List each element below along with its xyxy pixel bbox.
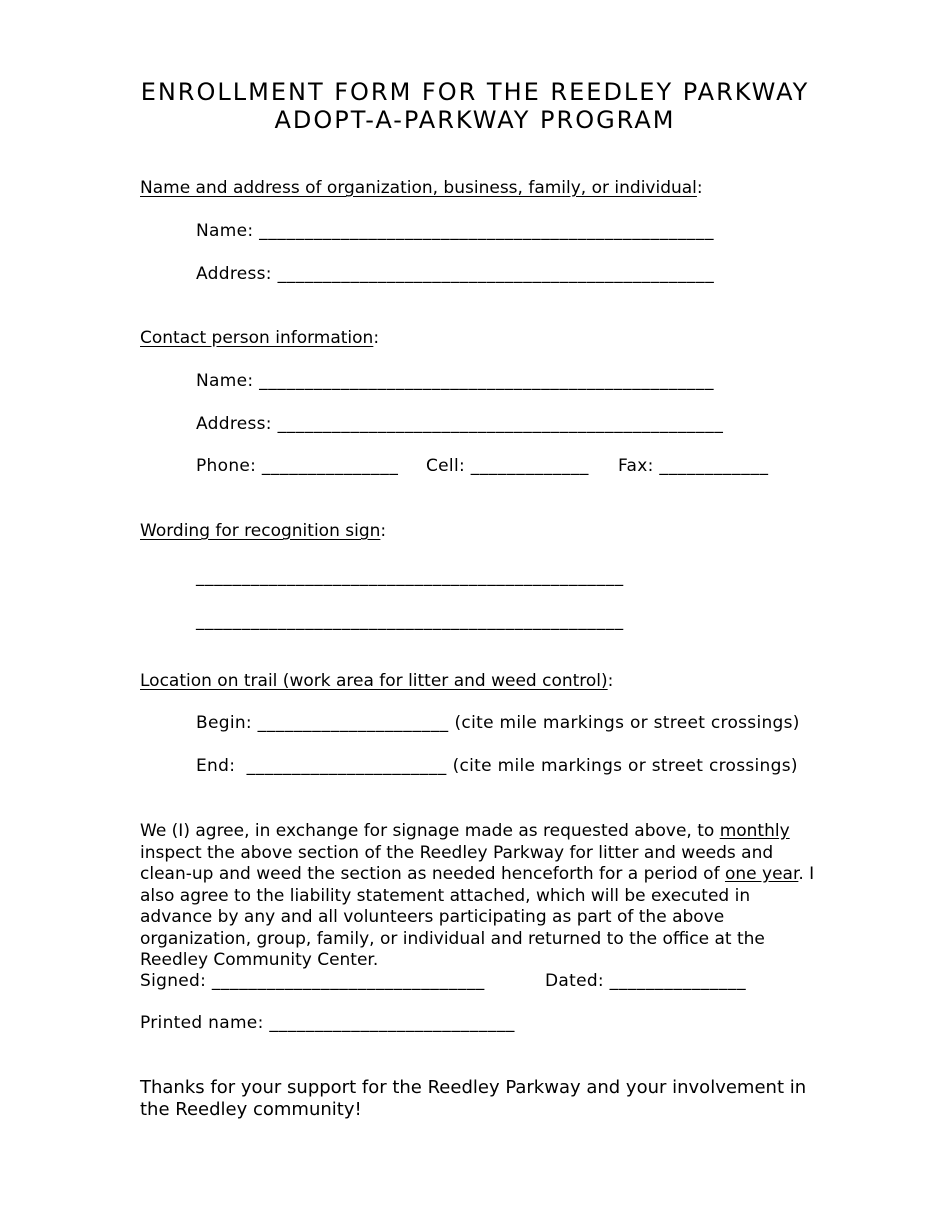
location-section-heading-text: Location on trail (work area for litter and weed control) xyxy=(140,671,608,691)
org-name-label: Name: xyxy=(196,221,254,241)
form-title-line1: ENROLLMENT FORM FOR THE REEDLEY PARKWAY xyxy=(140,78,810,106)
contact-fax-label: Fax: xyxy=(618,456,654,476)
agreement-monthly: monthly xyxy=(719,821,790,841)
contact-fax-blank[interactable]: ____________ xyxy=(659,456,769,476)
thanks-message: Thanks for your support for the Reedley Parkway and your involvement in the Reedley community! xyxy=(140,1077,807,1120)
org-address-field[interactable] xyxy=(196,264,714,284)
agreement-text-1: We (I) agree, in exchange for signage made as requested above, to xyxy=(140,821,720,841)
printed-name-blank[interactable]: ___________________________ xyxy=(269,1013,516,1033)
signed-blank[interactable]: ______________________________ xyxy=(211,971,485,991)
contact-phone-field[interactable] xyxy=(196,456,398,476)
contact-cell-label: Cell: xyxy=(426,456,466,476)
org-name-field[interactable] xyxy=(196,221,714,241)
contact-fax-field[interactable] xyxy=(618,456,769,476)
agreement-one-year: one year xyxy=(724,864,799,884)
contact-section-heading-text: Contact person information xyxy=(140,328,374,348)
agreement-paragraph xyxy=(140,821,820,972)
sign-wording-line-1[interactable]: _______________________________________________ xyxy=(196,567,624,587)
dated-label: Dated: xyxy=(545,971,604,991)
location-begin-field[interactable] xyxy=(196,713,800,733)
printed-name-field[interactable] xyxy=(140,1013,515,1033)
dated-blank[interactable]: _______________ xyxy=(609,971,747,991)
contact-address-label: Address: xyxy=(196,414,272,434)
dated-field[interactable] xyxy=(545,971,746,991)
contact-heading-colon: : xyxy=(373,328,380,348)
contact-address-field[interactable] xyxy=(196,414,723,434)
location-end-field[interactable] xyxy=(196,756,798,776)
location-section-heading xyxy=(140,671,613,691)
contact-phone-blank[interactable]: _______________ xyxy=(261,456,399,476)
begin-blank[interactable]: _____________________ xyxy=(257,713,449,733)
form-title-line2: ADOPT-A-PARKWAY PROGRAM xyxy=(274,106,676,134)
contact-section-heading xyxy=(140,328,379,348)
begin-note: (cite mile markings or street crossings) xyxy=(454,713,800,733)
contact-cell-field[interactable] xyxy=(426,456,589,476)
contact-name-blank[interactable]: __________________________________________________ xyxy=(259,371,715,391)
sign-section-heading xyxy=(140,521,386,541)
contact-name-label: Name: xyxy=(196,371,254,391)
agreement-text-3: . I also agree to the liability statement attached, which will be executed in advance by any and all volunteers participating as part of the above organization, group, family, or individual and returned to the office at the Reedley Community Center. xyxy=(140,864,815,970)
sign-heading-colon: : xyxy=(380,521,387,541)
org-address-blank[interactable]: ________________________________________________ xyxy=(277,264,715,284)
contact-name-field[interactable] xyxy=(196,371,714,391)
begin-label: Begin: xyxy=(196,713,252,733)
end-note: (cite mile markings or street crossings) xyxy=(452,756,798,776)
org-address-label: Address: xyxy=(196,264,272,284)
org-section-heading xyxy=(140,178,703,198)
agreement-text-2: inspect the above section of the Reedley Parkway for litter and weeds and clean-up and weed the section as needed henceforth for a period of xyxy=(140,842,774,884)
org-section-heading-text: Name and address of organization, business, family, or individual xyxy=(140,178,697,198)
org-heading-colon: : xyxy=(696,178,703,198)
location-heading-colon: : xyxy=(607,671,614,691)
org-name-blank[interactable]: __________________________________________________ xyxy=(259,221,715,241)
end-label: End: xyxy=(196,756,236,776)
contact-cell-blank[interactable]: _____________ xyxy=(470,456,590,476)
signed-field[interactable] xyxy=(140,971,485,991)
contact-phone-label: Phone: xyxy=(196,456,257,476)
contact-address-blank[interactable]: _________________________________________________ xyxy=(277,414,724,434)
sign-wording-line-2[interactable]: _______________________________________________ xyxy=(196,611,624,631)
signed-label: Signed: xyxy=(140,971,207,991)
end-blank[interactable]: ______________________ xyxy=(246,756,447,776)
printed-name-label: Printed name: xyxy=(140,1013,264,1033)
sign-section-heading-text: Wording for recognition sign xyxy=(140,521,381,541)
